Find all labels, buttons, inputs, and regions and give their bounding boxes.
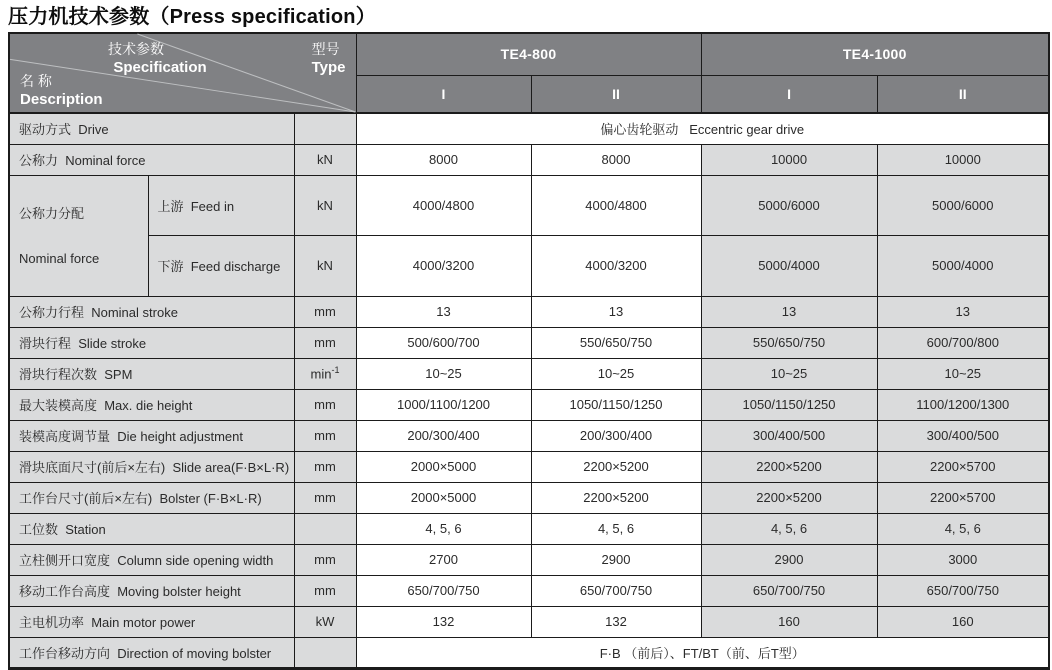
row-main-motor-power: [9, 606, 1049, 637]
corner-header-cell: [9, 33, 356, 113]
unit-cell: mm: [294, 327, 356, 358]
value-cell: 13: [531, 296, 701, 327]
value-cell: 偏心齿轮驱动 Eccentric gear drive: [356, 113, 1049, 144]
value-cell: 8000: [531, 144, 701, 175]
value-cell: 300/400/500: [701, 420, 877, 451]
row-label: 驱动方式 Drive: [9, 113, 294, 144]
header-row-models: [9, 33, 1049, 75]
row-label: 主电机功率 Main motor power: [9, 606, 294, 637]
row-spm: [9, 358, 1049, 389]
row-max-die-height: [9, 389, 1049, 420]
value-cell: 5000/6000: [877, 175, 1049, 236]
value-cell: 1100/1200/1300: [877, 389, 1049, 420]
row-label: 公称力 Nominal force: [9, 144, 294, 175]
unit-base: min: [310, 366, 332, 382]
row-slide-area: [9, 451, 1049, 482]
value-cell: 13: [356, 296, 531, 327]
row-bolster-size: [9, 482, 1049, 513]
value-cell: 10~25: [531, 358, 701, 389]
unit-cell: mm: [294, 389, 356, 420]
value-cell: 13: [701, 296, 877, 327]
value-cell: 200/300/400: [356, 420, 531, 451]
row-label: 移动工作台高度 Moving bolster height: [9, 575, 294, 606]
value-cell: 5000/4000: [701, 236, 877, 297]
row-feed-in: [9, 175, 1049, 236]
model-header-te4-800: TE4-800: [356, 33, 701, 75]
value-cell: 4000/3200: [356, 236, 531, 297]
value-cell: F·B （前后）、FT/BT（前、后T型）: [356, 637, 1049, 668]
value-cell: 10~25: [877, 358, 1049, 389]
unit-cell: [294, 358, 356, 389]
value-cell: 5000/6000: [701, 175, 877, 236]
variant-header: II: [531, 75, 701, 113]
row-label: 最大装模高度 Max. die height: [9, 389, 294, 420]
model-header-te4-1000: TE4-1000: [701, 33, 1049, 75]
value-cell: 2900: [531, 544, 701, 575]
value-cell: 1050/1150/1250: [531, 389, 701, 420]
row-label: 滑块行程次数 SPM: [9, 358, 294, 389]
row-label: 工作台尺寸(前后×左右) Bolster (F·B×L·R): [9, 482, 294, 513]
value-cell: 2200×5200: [531, 451, 701, 482]
value-cell: 650/700/750: [701, 575, 877, 606]
value-cell: 650/700/750: [356, 575, 531, 606]
unit-cell: [294, 513, 356, 544]
row-label: 工作台移动方向 Direction of moving bolster: [9, 637, 294, 668]
unit-cell: mm: [294, 544, 356, 575]
value-cell: 650/700/750: [531, 575, 701, 606]
value-cell: 132: [356, 606, 531, 637]
value-cell: 1050/1150/1250: [701, 389, 877, 420]
value-cell: 10000: [877, 144, 1049, 175]
unit-cell: kN: [294, 236, 356, 297]
row-drive: [9, 113, 1049, 144]
row-sublabel: 上游 Feed in: [148, 175, 294, 236]
value-cell: 4, 5, 6: [701, 513, 877, 544]
value-cell: 10~25: [356, 358, 531, 389]
value-cell: 2200×5200: [531, 482, 701, 513]
row-station: [9, 513, 1049, 544]
group-label-zh: 公称力分配: [19, 205, 85, 221]
unit-superscript: -1: [331, 365, 340, 376]
value-cell: 2700: [356, 544, 531, 575]
value-cell: 300/400/500: [877, 420, 1049, 451]
unit-cell: kN: [294, 144, 356, 175]
value-cell: 4, 5, 6: [356, 513, 531, 544]
value-cell: 4, 5, 6: [877, 513, 1049, 544]
row-moving-bolster-height: [9, 575, 1049, 606]
value-cell: 10000: [701, 144, 877, 175]
value-cell: 8000: [356, 144, 531, 175]
value-cell: 10~25: [701, 358, 877, 389]
unit-cell: [294, 637, 356, 668]
unit-cell: mm: [294, 575, 356, 606]
corner-spec-zh: 技术参数: [108, 41, 164, 57]
unit-cell: mm: [294, 451, 356, 482]
unit-cell: kW: [294, 606, 356, 637]
row-label: 立柱侧开口宽度 Column side opening width: [9, 544, 294, 575]
value-cell: 200/300/400: [531, 420, 701, 451]
value-cell: 13: [877, 296, 1049, 327]
value-cell: 4, 5, 6: [531, 513, 701, 544]
variant-header: I: [356, 75, 531, 113]
unit-cell: [294, 113, 356, 144]
corner-name-zh: 名 称: [20, 73, 52, 89]
value-cell: 5000/4000: [877, 236, 1049, 297]
value-cell: 2200×5200: [701, 482, 877, 513]
unit-cell: mm: [294, 482, 356, 513]
value-cell: 2000×5000: [356, 482, 531, 513]
row-direction-of-moving-bolster: [9, 637, 1049, 668]
row-label: 滑块底面尺寸(前后×左右) Slide area(F·B×L·R): [9, 451, 294, 482]
row-group-label: [9, 175, 148, 296]
row-label: 工位数 Station: [9, 513, 294, 544]
variant-header: I: [701, 75, 877, 113]
page-title: 压力机技术参数（Press specification）: [8, 6, 376, 28]
corner-name-en: Description: [20, 91, 103, 108]
variant-header: II: [877, 75, 1049, 113]
corner-type-zh: 型号: [311, 41, 340, 57]
value-cell: 2900: [701, 544, 877, 575]
value-cell: 4000/3200: [531, 236, 701, 297]
row-die-height-adjustment: [9, 420, 1049, 451]
corner-spec-en: Specification: [113, 59, 207, 76]
spec-table: [8, 32, 1050, 670]
row-nominal-stroke: [9, 296, 1049, 327]
unit-cell: mm: [294, 420, 356, 451]
value-cell: 2200×5200: [701, 451, 877, 482]
value-cell: 550/650/750: [701, 327, 877, 358]
row-nominal-force: [9, 144, 1049, 175]
row-label: 公称力行程 Nominal stroke: [9, 296, 294, 327]
unit-cell: mm: [294, 296, 356, 327]
value-cell: 132: [531, 606, 701, 637]
value-cell: 500/600/700: [356, 327, 531, 358]
value-cell: 650/700/750: [877, 575, 1049, 606]
value-cell: 160: [877, 606, 1049, 637]
row-label: 装模高度调节量 Die height adjustment: [9, 420, 294, 451]
corner-type-label: [312, 40, 346, 77]
row-column-side-opening-width: [9, 544, 1049, 575]
value-cell: 4000/4800: [356, 175, 531, 236]
value-cell: 160: [701, 606, 877, 637]
value-cell: 2000×5000: [356, 451, 531, 482]
row-label: 滑块行程 Slide stroke: [9, 327, 294, 358]
unit-cell: kN: [294, 175, 356, 236]
row-feed-discharge: [9, 236, 1049, 297]
corner-type-en: Type: [311, 59, 346, 76]
row-sublabel: 下游 Feed discharge: [148, 236, 294, 297]
value-cell: 600/700/800: [877, 327, 1049, 358]
row-slide-stroke: [9, 327, 1049, 358]
value-cell: 4000/4800: [531, 175, 701, 236]
value-cell: 550/650/750: [531, 327, 701, 358]
value-cell: 3000: [877, 544, 1049, 575]
value-cell: 2200×5700: [877, 482, 1049, 513]
group-label-en: Nominal force: [19, 250, 100, 266]
corner-name-label: [20, 72, 103, 109]
value-cell: 1000/1100/1200: [356, 389, 531, 420]
value-cell: 2200×5700: [877, 451, 1049, 482]
